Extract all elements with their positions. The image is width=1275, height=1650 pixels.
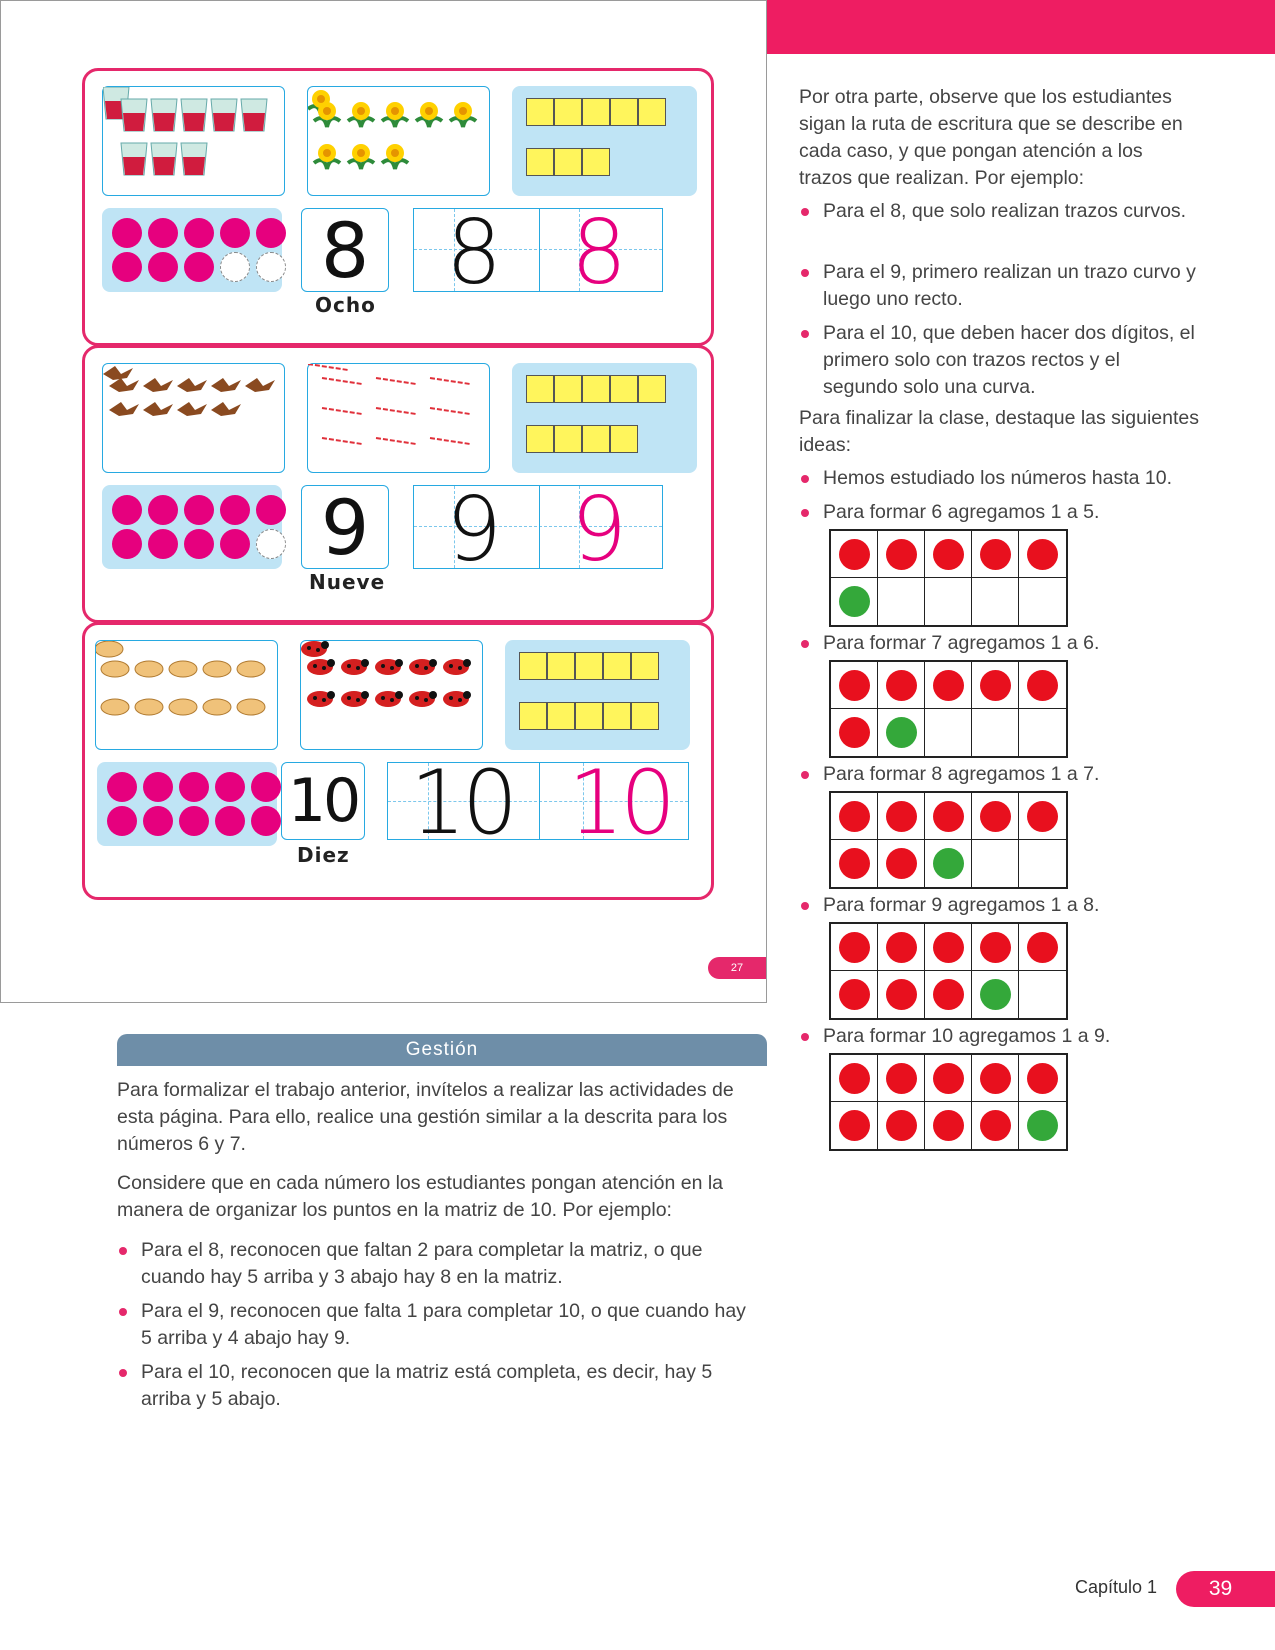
red-counter: [839, 801, 870, 832]
tracing-area-10: [387, 751, 689, 854]
red-counter: [980, 1063, 1011, 1094]
green-counter: [933, 848, 964, 879]
number-card-9: [82, 345, 714, 623]
stroke-bullet-9: Para el 9, primero realizan un trazo curvo y luego uno recto.: [799, 259, 1199, 313]
numeral-8: 8: [301, 208, 389, 292]
frame-cell: [1019, 1102, 1066, 1149]
red-counter: [933, 670, 964, 701]
idea-bullet: Hemos estudiado los números hasta 10.: [799, 465, 1219, 492]
frame-cell: [972, 924, 1019, 971]
number-word-diez: Diez: [297, 843, 350, 867]
red-counter: [839, 979, 870, 1010]
frame-cell: [831, 531, 878, 578]
flowers-illustration: [308, 87, 488, 193]
filled-dot: [184, 218, 214, 248]
filled-dot: [256, 218, 286, 248]
frame-cell: [972, 793, 1019, 840]
ten-frame-dots: [102, 485, 282, 569]
red-counter: [980, 539, 1011, 570]
frame-cell: [831, 1102, 878, 1149]
filled-dot: [256, 495, 286, 525]
frame-cell: [1019, 971, 1066, 1018]
chapter-label: Capítulo 1: [1075, 1577, 1158, 1597]
filled-dot: [112, 252, 142, 282]
frame-cell: [972, 578, 1019, 625]
frame-cell: [972, 840, 1019, 887]
closing-paragraph: Para finalizar la clase, destaque las siguientes ideas:: [799, 407, 1199, 456]
filled-dot: [112, 495, 142, 525]
number-word-ocho: Ocho: [315, 293, 376, 317]
red-counter: [839, 670, 870, 701]
cube-bar-5: [526, 98, 666, 126]
filled-dot: [148, 495, 178, 525]
frame-cell: [1019, 709, 1066, 756]
filled-dot: [184, 252, 214, 282]
gestion-paragraph-2: Considere que en cada número los estudiantes pongan atención en la manera de organizar los puntos en la matriz de 10. Por ejemplo:: [117, 1172, 724, 1221]
red-counter: [1027, 670, 1058, 701]
red-counter: [886, 979, 917, 1010]
red-counter: [839, 717, 870, 748]
red-counter: [839, 1063, 870, 1094]
filled-dot: [107, 806, 137, 836]
red-counter: [1027, 801, 1058, 832]
frame-cell: [1019, 662, 1066, 709]
frame-cell: [972, 709, 1019, 756]
frame-cell: [925, 924, 972, 971]
frame-label-7: Para formar 7 agregamos 1 a 6.: [799, 630, 1219, 657]
red-counter: [1027, 1063, 1058, 1094]
filled-dot: [179, 806, 209, 836]
frame-cell: [831, 662, 878, 709]
cube-bar-4: [526, 425, 638, 453]
bread-illustration: [96, 641, 276, 747]
frame-cell: [831, 924, 878, 971]
red-counter: [839, 1110, 870, 1141]
frame-cell: [1019, 1055, 1066, 1102]
trace-model-digit: 10: [410, 751, 514, 854]
frame-cell: [878, 1102, 925, 1149]
cube-bar-5: [519, 702, 659, 730]
filled-dot: [112, 529, 142, 559]
frame-cell: [925, 793, 972, 840]
page-number: 39: [1176, 1571, 1275, 1607]
red-counter: [980, 670, 1011, 701]
filled-dot: [220, 529, 250, 559]
red-counter: [839, 848, 870, 879]
stroke-bullet-10: Para el 10, que deben hacer dos dígitos, el primero solo con trazos rectos y el segundo solo una curva.: [799, 320, 1199, 401]
red-counter: [839, 539, 870, 570]
ten-frame-6: [829, 529, 1068, 627]
trace-model-digit: 8: [446, 201, 502, 304]
cube-bar-5: [519, 652, 659, 680]
gestion-bullet-9: Para el 9, reconocen que falta 1 para completar 10, o que cuando hay 5 arriba y 4 abajo hay 9.: [117, 1298, 757, 1352]
red-counter: [886, 1063, 917, 1094]
birds-box: [102, 363, 285, 473]
frame-cell: [878, 924, 925, 971]
red-counter: [933, 1110, 964, 1141]
frame-cell: [878, 1055, 925, 1102]
numeral-10: 10: [281, 762, 365, 840]
frame-cell: [878, 971, 925, 1018]
number-card-10: [82, 622, 714, 900]
frame-label-6: Para formar 6 agregamos 1 a 5.: [799, 499, 1219, 526]
red-counter: [933, 932, 964, 963]
frame-cell: [878, 578, 925, 625]
student-page-number: 27: [708, 957, 766, 979]
red-counter: [1027, 539, 1058, 570]
frame-cell: [878, 840, 925, 887]
frame-cell: [831, 971, 878, 1018]
cubes-box: [505, 640, 690, 750]
frame-label-8: Para formar 8 agregamos 1 a 7.: [799, 761, 1219, 788]
red-counter: [980, 1110, 1011, 1141]
filled-dot: [148, 218, 178, 248]
intro-paragraph: Por otra parte, observe que los estudiantes sigan la ruta de escritura que se describe en cada caso, y que pongan atención a los trazos que realizan. Por ejemplo:: [799, 86, 1183, 189]
filled-dot: [148, 529, 178, 559]
frame-cell: [925, 971, 972, 1018]
ten-frame-9: [829, 922, 1068, 1020]
tracing-area-9: [413, 478, 663, 581]
birds-illustration: [103, 364, 283, 470]
frame-cell: [878, 531, 925, 578]
green-counter: [980, 979, 1011, 1010]
red-counter: [1027, 932, 1058, 963]
red-counter: [933, 539, 964, 570]
frame-cell: [831, 1055, 878, 1102]
empty-dot: [256, 252, 286, 282]
ten-frame-dots: [97, 762, 277, 846]
filled-dot: [251, 772, 281, 802]
filled-dot: [251, 806, 281, 836]
trace-practice-digit: 10: [568, 751, 672, 854]
student-page-thumbnail: [0, 0, 767, 1003]
frame-cell: [1019, 578, 1066, 625]
frame-cell: [925, 1055, 972, 1102]
ten-frame-dots: [102, 208, 282, 292]
glasses-box: [102, 86, 285, 196]
number-word-nueve: Nueve: [309, 570, 386, 594]
cubes-box: [512, 86, 697, 196]
red-counter: [886, 932, 917, 963]
red-counter: [886, 670, 917, 701]
gestion-bullet-10: Para el 10, reconocen que la matriz está completa, es decir, hay 5 arriba y 5 abajo.: [117, 1359, 757, 1413]
red-counter: [933, 801, 964, 832]
trace-practice-digit: 9: [571, 478, 627, 581]
frame-cell: [925, 531, 972, 578]
empty-dot: [220, 252, 250, 282]
frame-cell: [1019, 924, 1066, 971]
gestion-header: Gestión: [117, 1034, 767, 1066]
gestion-paragraph-1: Para formalizar el trabajo anterior, invítelos a realizar las actividades de esta página. Para ello, realice una gestión similar a la descrita para los números 6 y 7.: [117, 1079, 734, 1155]
numeral-9: 9: [301, 485, 389, 569]
filled-dot: [184, 495, 214, 525]
filled-dot: [184, 529, 214, 559]
frame-cell: [1019, 840, 1066, 887]
frame-cell: [878, 793, 925, 840]
frame-label-10: Para formar 10 agregamos 1 a 9.: [799, 1023, 1219, 1050]
red-counter: [886, 801, 917, 832]
frame-cell: [972, 1055, 1019, 1102]
tracing-area-8: [413, 201, 663, 304]
frame-cell: [972, 971, 1019, 1018]
ten-frame-8: [829, 791, 1068, 889]
flowers-box: [307, 86, 490, 196]
filled-dot: [179, 772, 209, 802]
red-counter: [886, 539, 917, 570]
frame-cell: [925, 662, 972, 709]
filled-dot: [220, 218, 250, 248]
frame-cell: [925, 1102, 972, 1149]
frame-cell: [972, 531, 1019, 578]
frame-cell: [1019, 793, 1066, 840]
ladybugs-box: [300, 640, 483, 750]
cube-bar-3: [526, 148, 610, 176]
empty-dot: [256, 529, 286, 559]
filled-dot: [220, 495, 250, 525]
filled-dot: [215, 806, 245, 836]
red-counter: [933, 979, 964, 1010]
green-counter: [1027, 1110, 1058, 1141]
ten-frame-10: [829, 1053, 1068, 1151]
gestion-bullet-8: Para el 8, reconocen que faltan 2 para completar la matriz, o que cuando hay 5 arriba y 3 abajo hay 8 en la matriz.: [117, 1237, 757, 1291]
red-counter: [980, 932, 1011, 963]
frame-cell: [831, 578, 878, 625]
frame-cell: [878, 662, 925, 709]
filled-dot: [215, 772, 245, 802]
cubes-box: [512, 363, 697, 473]
frame-cell: [831, 793, 878, 840]
frame-cell: [925, 578, 972, 625]
green-counter: [839, 586, 870, 617]
filled-dot: [148, 252, 178, 282]
glasses-illustration: [103, 87, 283, 193]
frame-cell: [831, 840, 878, 887]
red-counter: [933, 1063, 964, 1094]
frame-label-9: Para formar 9 agregamos 1 a 8.: [799, 892, 1219, 919]
pencils-illustration: [308, 364, 488, 470]
frame-cell: [972, 1102, 1019, 1149]
red-counter: [980, 801, 1011, 832]
filled-dot: [112, 218, 142, 248]
trace-model-digit: 9: [446, 478, 502, 581]
filled-dot: [143, 806, 173, 836]
frame-cell: [831, 709, 878, 756]
ladybugs-illustration: [301, 641, 481, 747]
red-counter: [886, 848, 917, 879]
green-counter: [886, 717, 917, 748]
pencils-box: [307, 363, 490, 473]
bread-box: [95, 640, 278, 750]
number-card-8: [82, 68, 714, 346]
red-counter: [886, 1110, 917, 1141]
frame-cell: [972, 662, 1019, 709]
ten-frame-7: [829, 660, 1068, 758]
frame-cell: [878, 709, 925, 756]
cube-bar-5: [526, 375, 666, 403]
frame-cell: [1019, 531, 1066, 578]
filled-dot: [143, 772, 173, 802]
frame-cell: [925, 709, 972, 756]
stroke-bullet-8: Para el 8, que solo realizan trazos curvos.: [799, 198, 1199, 225]
header-accent-bar: [767, 0, 1275, 54]
trace-practice-digit: 8: [571, 201, 627, 304]
red-counter: [839, 932, 870, 963]
filled-dot: [107, 772, 137, 802]
frame-cell: [925, 840, 972, 887]
